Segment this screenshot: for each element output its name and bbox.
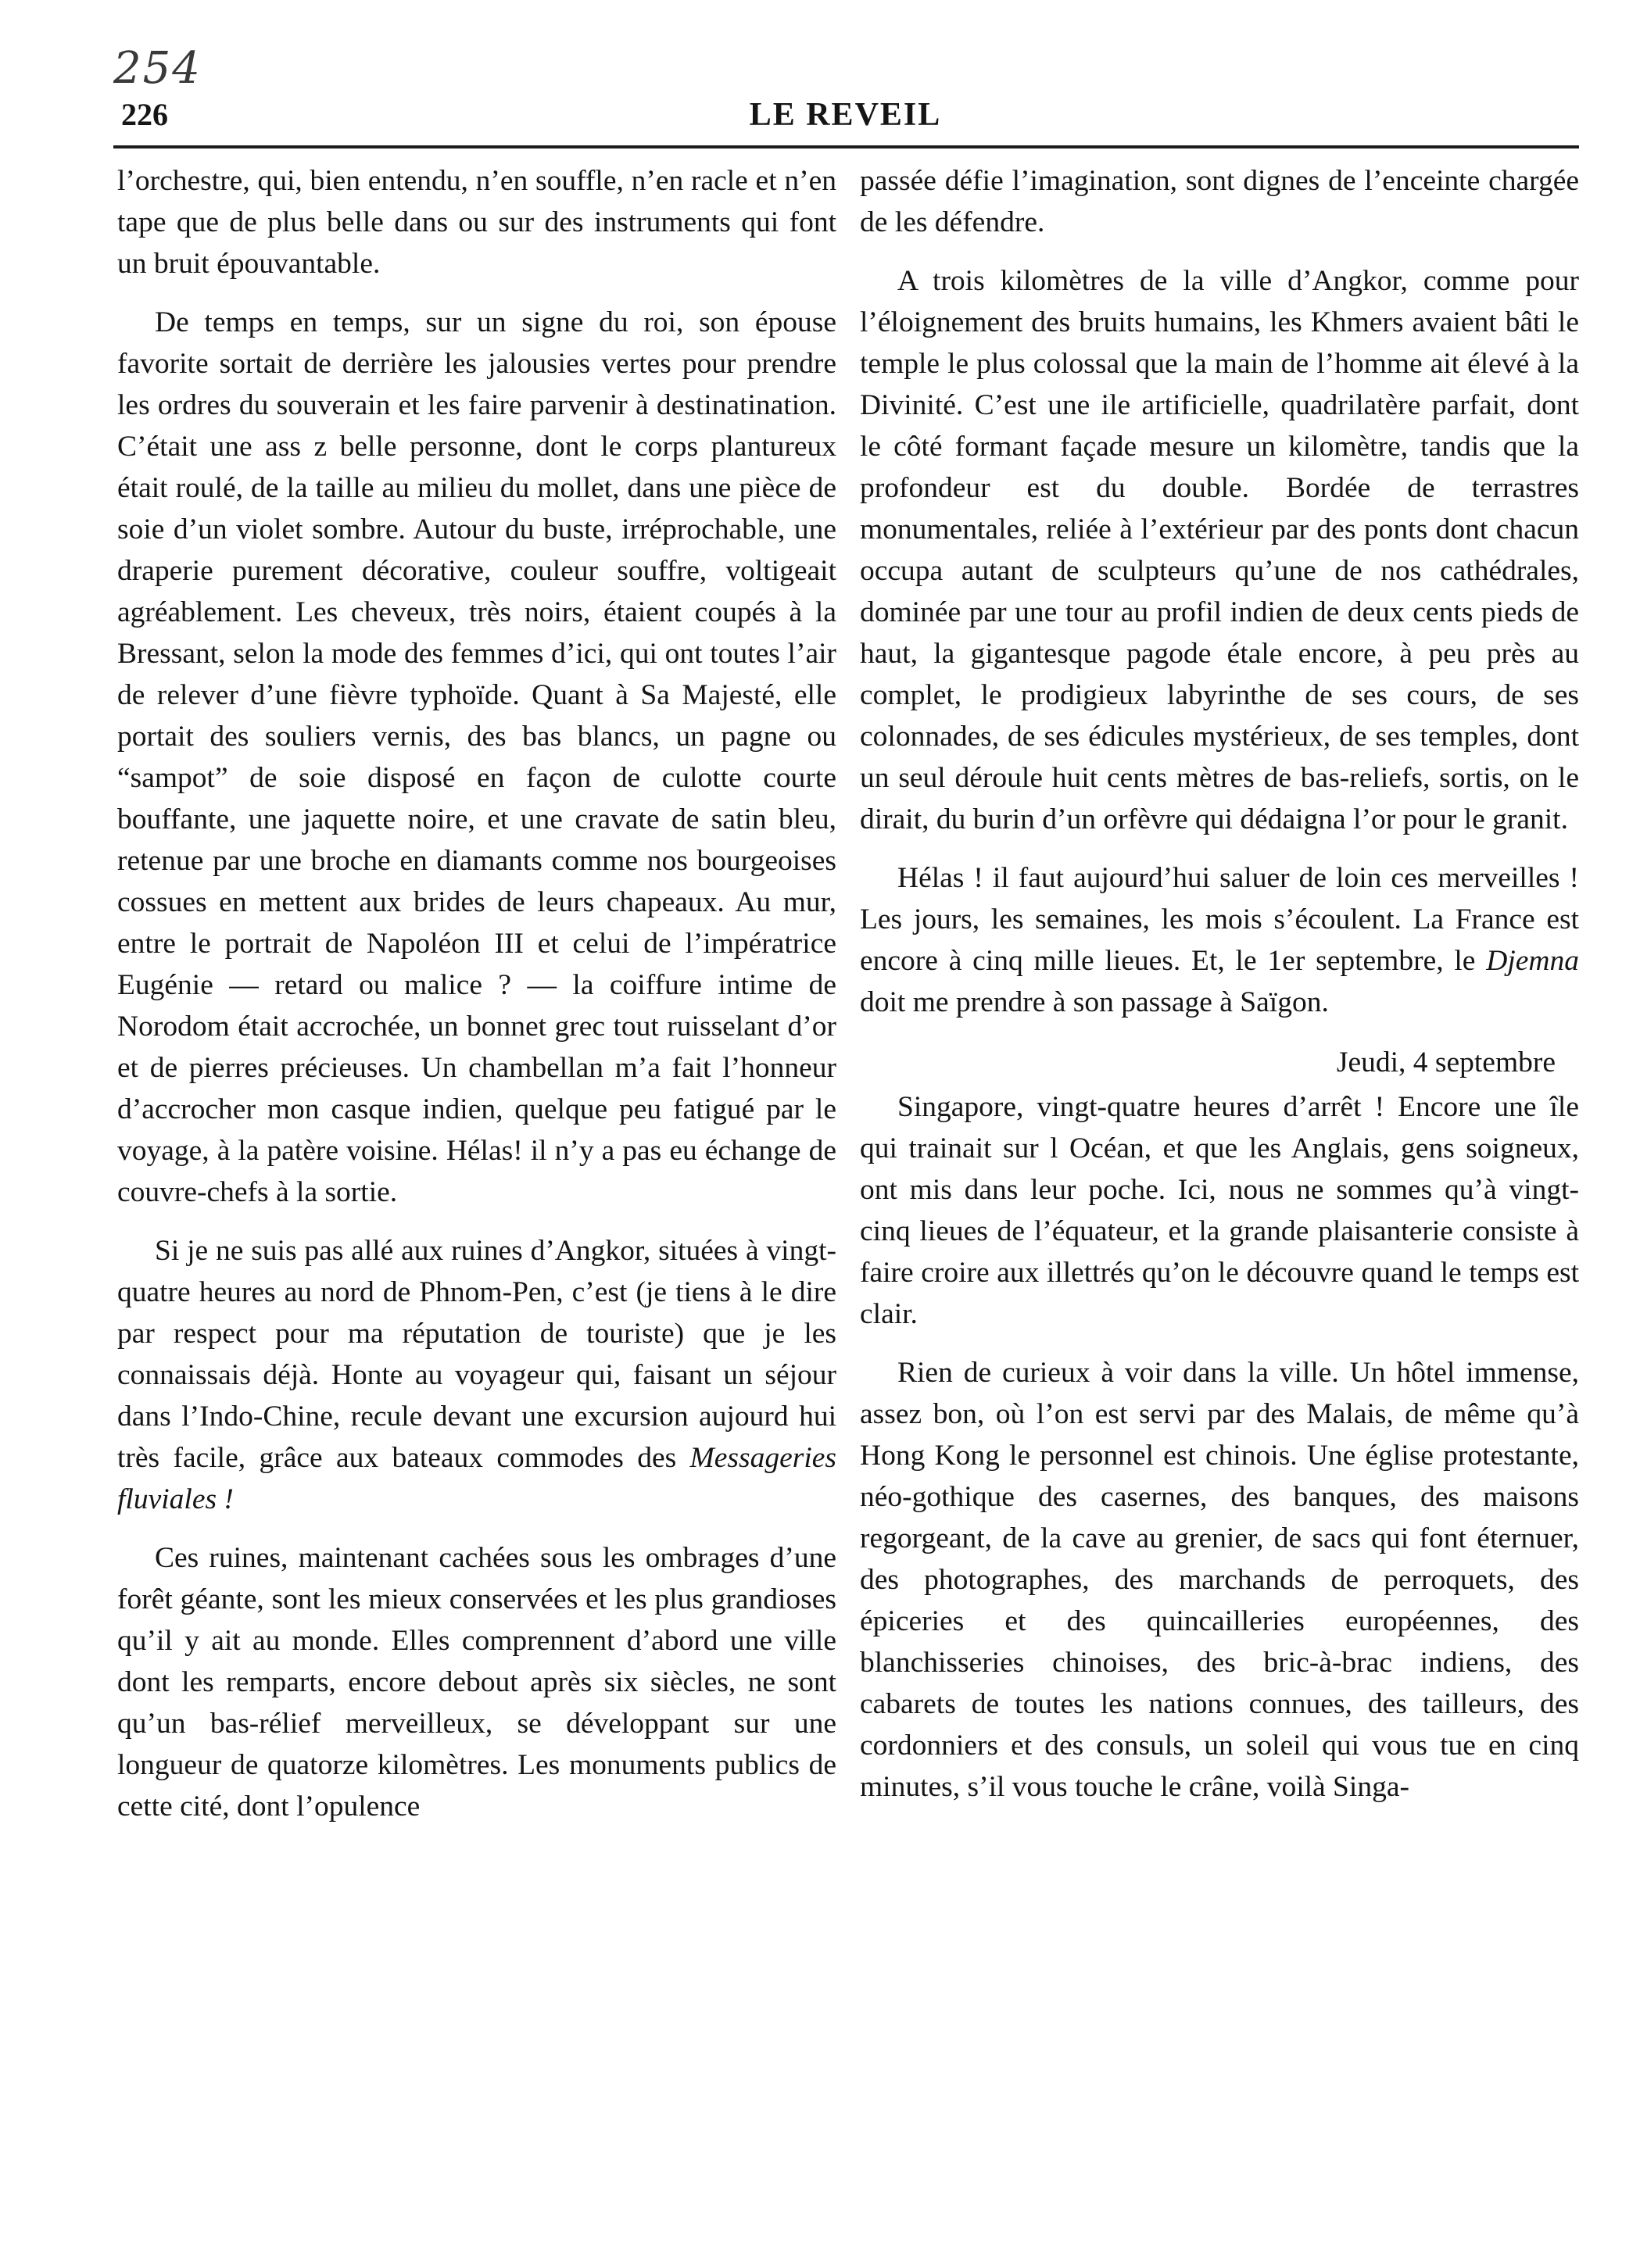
paragraph: Rien de curieux à voir dans la ville. Un hôtel immense, assez bon, où l’on est servi par des Malais, de même qu’à Hong Kong le personnel est chinois. Une église protestante, néo-gothique des casernes, des banques, des maisons regorgeant, de la cave au grenier, de sacs qui font éternuer, des photographes, des marchands de perroquets, des épiceries et des quincailleries européennes, des blanchisseries chinoises, des bric-à-brac indiens, des cabarets de toutes les nations connues, des tailleurs, des cordonniers et des consuls, un soleil qui vous tue en cinq minutes, s’il vous touche le crâne, voilà Singa- (860, 1357, 1579, 1803)
paragraph: Ces ruines, maintenant cachées sous les ombrages d’une forêt géante, sont les mieux conservées et les plus grandioses qu’il y ait au monde. Elles comprennent d’abord une ville dont les remparts, encore debout après six siècles, ne sont qu’un bas-rélief merveilleux, se développant sur une longueur de quatorze kilomètres. Les monuments publics de cette cité, dont l’opulence (117, 1542, 836, 1823)
paragraph: A trois kilomètres de la ville d’Angkor, comme pour l’éloignement des bruits humains, les Khmers avaient bâti le temple le plus colossal que la main de l’homme ait élevé à la Divinité. C’est une ile artificielle, quadrilatère parfait, dont le côté formant façade mesure un kilomètre, tandis que la profondeur est du double. Bordée de terrastres monumentales, reliée à l’extérieur par des ponts dont chacun occupa autant de sculpteurs qu’une de nos cathédrales, dominée par une tour au profil indien de deux cents pieds de haut, la gigantesque pagode étale encore, à peu près au complet, le prodigieux labyrinthe de ses cours, de ses colonnades, de ses édicules mystérieux, de ses temples, dont un seul déroule huit cents mètres de bas-reliefs, sortis, on le dirait, du burin d’un orfèvre qui dédaigna l’or pour le granit. (860, 265, 1579, 835)
paragraph: passée défie l’imagination, sont dignes de l’enceinte chargée de les défendre. (860, 165, 1579, 238)
handwritten-page-number: 254 (113, 43, 202, 94)
paragraph: Singapore, vingt-quatre heures d’arrêt ! Encore une île qui trainait sur l Océan, et que les Anglais, gens soigneux, ont mis dans leur poche. Ici, nous ne sommes qu’à vingt-cinq lieues de l’équateur, et la grande plaisanterie consiste à faire croire aux illettrés qu’on le découvre quand le temps est clair. (860, 1091, 1579, 1330)
left-column (117, 160, 836, 1844)
header-rule (113, 145, 1579, 148)
paragraph: l’orchestre, qui, bien entendu, n’en souffle, n’en racle et n’en tape que de plus belle dans ou sur des instruments qui font un bruit épouvantable. (117, 165, 836, 280)
page-number: 226 (121, 97, 168, 132)
paragraph-text: Si je ne suis pas allé aux ruines d’Angkor, situées à vingt-quatre heures au nord de Phnom-Pen, c’est (je tiens à le dire par respect pour ma réputation de touriste) que je les connaissais déjà. Honte au voyageur qui, faisant un séjour dans l’Indo-Chine, recule devant une excursion aujourd hui très facile, grâce aux bateaux commodes des (117, 1235, 836, 1474)
running-title: LE REVEIL (749, 97, 942, 133)
paragraph (860, 857, 1579, 1023)
paragraph-text: Hélas ! il faut aujourd’hui saluer de loin ces merveilles ! Les jours, les semaines, les mois s’écoulent. La France est encore à cinq mille lieues. Et, le 1er septembre, le (860, 862, 1579, 977)
ship-name: Djemna (1486, 945, 1579, 977)
dateline: Jeudi, 4 septembre (1336, 1046, 1556, 1079)
right-column (860, 160, 1579, 1825)
italic-name: Messageries fluviales ! (117, 1442, 836, 1515)
paragraph: De temps en temps, sur un signe du roi, son épouse favorite sortait de derrière les jalousies vertes pour prendre les ordres du souverain et les faire parvenir à destinatination. C’était une ass z belle personne, dont le corps plantureux était roulé, de la taille au milieu du mollet, dans une pièce de soie d’un violet sombre. Autour du buste, irréprochable, une draperie purement décorative, couleur souffre, voltigeait agréablement. Les cheveux, très noirs, étaient coupés à la Bressant, selon la mode des femmes d’ici, qui ont toutes l’air de relever d’une fièvre typhoïde. Quant à Sa Majesté, elle portait des souliers vernis, des bas blancs, un pagne ou “sampot” de soie disposé en façon de culotte courte bouffante, une jaquette noire, et une cravate de satin bleu, retenue par une broche en diamants comme nos bourgeoises cossues en mettent aux brides de leurs chapeaux. Au mur, entre le portrait de Napoléon III et celui de l’impératrice Eugénie — retard ou malice ? — la coiffure intime de Norodom était accrochée, un bonnet grec tout ruisselant d’or et de pierres précieuses. Un chambellan m’a fait l’honneur d’accrocher mon casque indien, quelque peu fatigué par le voyage, à la patère voisine. Hélas! il n’y a pas eu échange de couvre-chefs à la sortie. (117, 306, 836, 1208)
page-header (113, 90, 1577, 145)
paragraph (117, 1230, 836, 1520)
paragraph-text: doit me prendre à son passage à Saïgon. (860, 986, 1329, 1018)
